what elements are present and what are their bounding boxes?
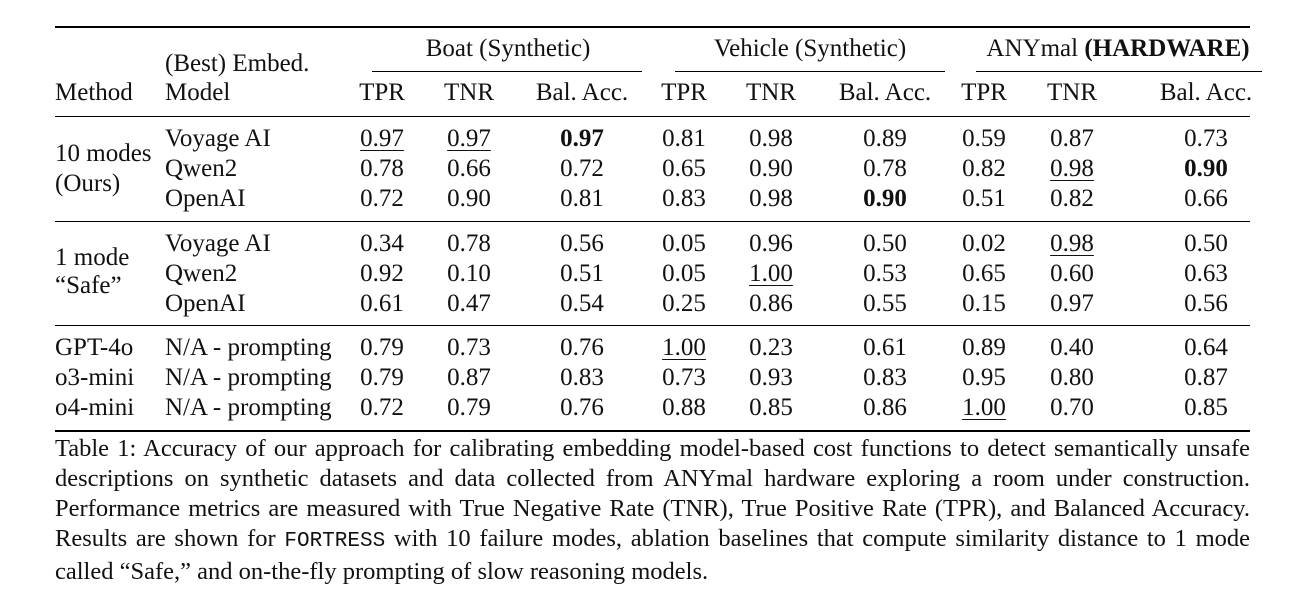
- table-cell: 0.78: [360, 155, 404, 182]
- table-cell: 0.79: [447, 394, 491, 421]
- model-label: Qwen2: [165, 260, 238, 287]
- table-cell: 0.86: [863, 394, 907, 421]
- table-cell: 0.97: [360, 125, 404, 152]
- table-cell: 0.05: [662, 260, 706, 287]
- header-embed-line2: Model: [165, 79, 231, 106]
- caption-text-1: Table 1: Accuracy of our approach for calibrating embedding model-based cost functions to detect semantically unsafe descriptions on synthetic datasets and data collected from ANYmal hardware exploring a room under construction. Performance metrics are measured with True Negative Rate (TNR), True Positive Rate (TPR), and Balanced Accuracy. Results are shown for: [55, 435, 1250, 552]
- table-cell: 0.80: [1050, 364, 1094, 391]
- header-metric: Bal. Acc.: [535, 79, 629, 106]
- table-cell: 0.61: [863, 334, 907, 361]
- table-cell: 0.87: [1050, 125, 1094, 152]
- caption-code: FORTRESS: [284, 530, 386, 553]
- header-metric: TNR: [746, 79, 796, 106]
- table-top-rule: [55, 26, 1250, 28]
- group-label-anymal: ANYmal (HARDWARE): [986, 35, 1250, 62]
- header-bottom-rule: [55, 116, 1250, 117]
- model-label: Voyage AI: [165, 125, 271, 152]
- group-label-vehicle: Vehicle (Synthetic): [713, 35, 907, 62]
- table-cell: 0.92: [360, 260, 404, 287]
- header-embed-line1: (Best) Embed.: [165, 50, 310, 77]
- table-cell: 0.66: [1184, 185, 1228, 212]
- table-cell: 0.72: [560, 155, 604, 182]
- group-label-boat: Boat (Synthetic): [425, 35, 591, 62]
- table-cell: 0.98: [1050, 230, 1094, 257]
- vehicle-group-underline: [675, 71, 945, 72]
- table-cell: 0.54: [560, 290, 604, 317]
- table-cell: 0.87: [447, 364, 491, 391]
- table-cell: 0.47: [447, 290, 491, 317]
- model-label: OpenAI: [165, 185, 246, 212]
- table-cell: 0.83: [560, 364, 604, 391]
- method-label: o3-mini: [55, 364, 135, 391]
- header-metric: TNR: [444, 79, 494, 106]
- method-label: (Ours): [55, 170, 121, 197]
- table-cell: 0.10: [447, 260, 491, 287]
- section2-bottom-rule: [55, 325, 1250, 326]
- table-cell: 0.97: [447, 125, 491, 152]
- table-cell: 0.95: [962, 364, 1006, 391]
- table-cell: 0.51: [962, 185, 1006, 212]
- table-cell: 0.66: [447, 155, 491, 182]
- table-cell: 0.73: [1184, 125, 1228, 152]
- table-cell: 0.97: [560, 125, 604, 152]
- table-cell: 0.53: [863, 260, 907, 287]
- table-cell: 0.72: [360, 185, 404, 212]
- anymal-group-underline: [976, 71, 1262, 72]
- boat-group-underline: [372, 71, 642, 72]
- table-cell: 0.61: [360, 290, 404, 317]
- header-method: Method: [55, 79, 133, 106]
- method-label: “Safe”: [55, 272, 122, 299]
- header-metric: Bal. Acc.: [838, 79, 932, 106]
- table-cell: 0.65: [962, 260, 1006, 287]
- table-cell: 0.90: [1184, 155, 1228, 182]
- table-cell: 0.85: [749, 394, 793, 421]
- table-cell: 0.98: [749, 185, 793, 212]
- table-cell: 0.15: [962, 290, 1006, 317]
- table-cell: 1.00: [749, 260, 793, 287]
- table-cell: 0.76: [560, 334, 604, 361]
- table-cell: 0.89: [962, 334, 1006, 361]
- table-cell: 0.56: [560, 230, 604, 257]
- table-cell: 0.87: [1184, 364, 1228, 391]
- table-cell: 0.50: [863, 230, 907, 257]
- table-caption: [55, 434, 1250, 587]
- table-cell: 0.25: [662, 290, 706, 317]
- table-cell: 0.23: [749, 334, 793, 361]
- table-cell: 0.88: [662, 394, 706, 421]
- table-cell: 0.50: [1184, 230, 1228, 257]
- model-label: N/A - prompting: [165, 334, 332, 361]
- table-cell: 0.81: [560, 185, 604, 212]
- table-cell: 0.89: [863, 125, 907, 152]
- table-cell: 0.86: [749, 290, 793, 317]
- table-cell: 1.00: [962, 394, 1006, 421]
- table-cell: 0.64: [1184, 334, 1228, 361]
- table-cell: 0.73: [662, 364, 706, 391]
- header-metric: TPR: [661, 79, 707, 106]
- table-cell: 0.98: [749, 125, 793, 152]
- table-cell: 0.73: [447, 334, 491, 361]
- table-cell: 0.02: [962, 230, 1006, 257]
- table-cell: 0.63: [1184, 260, 1228, 287]
- table-cell: 0.78: [447, 230, 491, 257]
- table-cell: 0.72: [360, 394, 404, 421]
- section1-bottom-rule: [55, 221, 1250, 222]
- table-cell: 0.76: [560, 394, 604, 421]
- table-cell: 0.96: [749, 230, 793, 257]
- method-label: o4-mini: [55, 394, 135, 421]
- table-cell: 0.59: [962, 125, 1006, 152]
- table-cell: 0.83: [662, 185, 706, 212]
- model-label: OpenAI: [165, 290, 246, 317]
- table-cell: 0.98: [1050, 155, 1094, 182]
- table-cell: 0.40: [1050, 334, 1094, 361]
- table-cell: 0.90: [749, 155, 793, 182]
- model-label: N/A - prompting: [165, 364, 332, 391]
- table-cell: 0.05: [662, 230, 706, 257]
- table-cell: 0.90: [863, 185, 907, 212]
- header-metric: TPR: [359, 79, 405, 106]
- header-metric: TNR: [1047, 79, 1097, 106]
- model-label: Voyage AI: [165, 230, 271, 257]
- table-cell: 0.65: [662, 155, 706, 182]
- table-cell: 0.56: [1184, 290, 1228, 317]
- table-cell: 0.78: [863, 155, 907, 182]
- table-cell: 0.90: [447, 185, 491, 212]
- table-cell: 0.79: [360, 364, 404, 391]
- table-cell: 0.51: [560, 260, 604, 287]
- table-cell: 0.83: [863, 364, 907, 391]
- caption-text-2: with 10 failure modes, ablation baselines that compute similarity distance to 1 mode called “Safe,” and on-the-fly prompting of slow reasoning models.: [55, 525, 1250, 585]
- method-label: GPT-4o: [55, 334, 134, 361]
- header-metric: Bal. Acc.: [1159, 79, 1253, 106]
- table-cell: 0.82: [962, 155, 1006, 182]
- header-metric: TPR: [961, 79, 1007, 106]
- table-cell: 0.97: [1050, 290, 1094, 317]
- model-label: Qwen2: [165, 155, 238, 182]
- table-cell: 0.82: [1050, 185, 1094, 212]
- table-cell: 0.70: [1050, 394, 1094, 421]
- table-cell: 0.55: [863, 290, 907, 317]
- table-cell: 0.60: [1050, 260, 1094, 287]
- table-bottom-rule: [55, 430, 1250, 432]
- table-cell: 0.81: [662, 125, 706, 152]
- table-cell: 0.93: [749, 364, 793, 391]
- model-label: N/A - prompting: [165, 394, 332, 421]
- table-cell: 1.00: [662, 334, 706, 361]
- method-label: 1 mode: [55, 244, 130, 271]
- table-cell: 0.79: [360, 334, 404, 361]
- table-cell: 0.34: [360, 230, 404, 257]
- method-label: 10 modes: [55, 140, 152, 167]
- table-cell: 0.85: [1184, 394, 1228, 421]
